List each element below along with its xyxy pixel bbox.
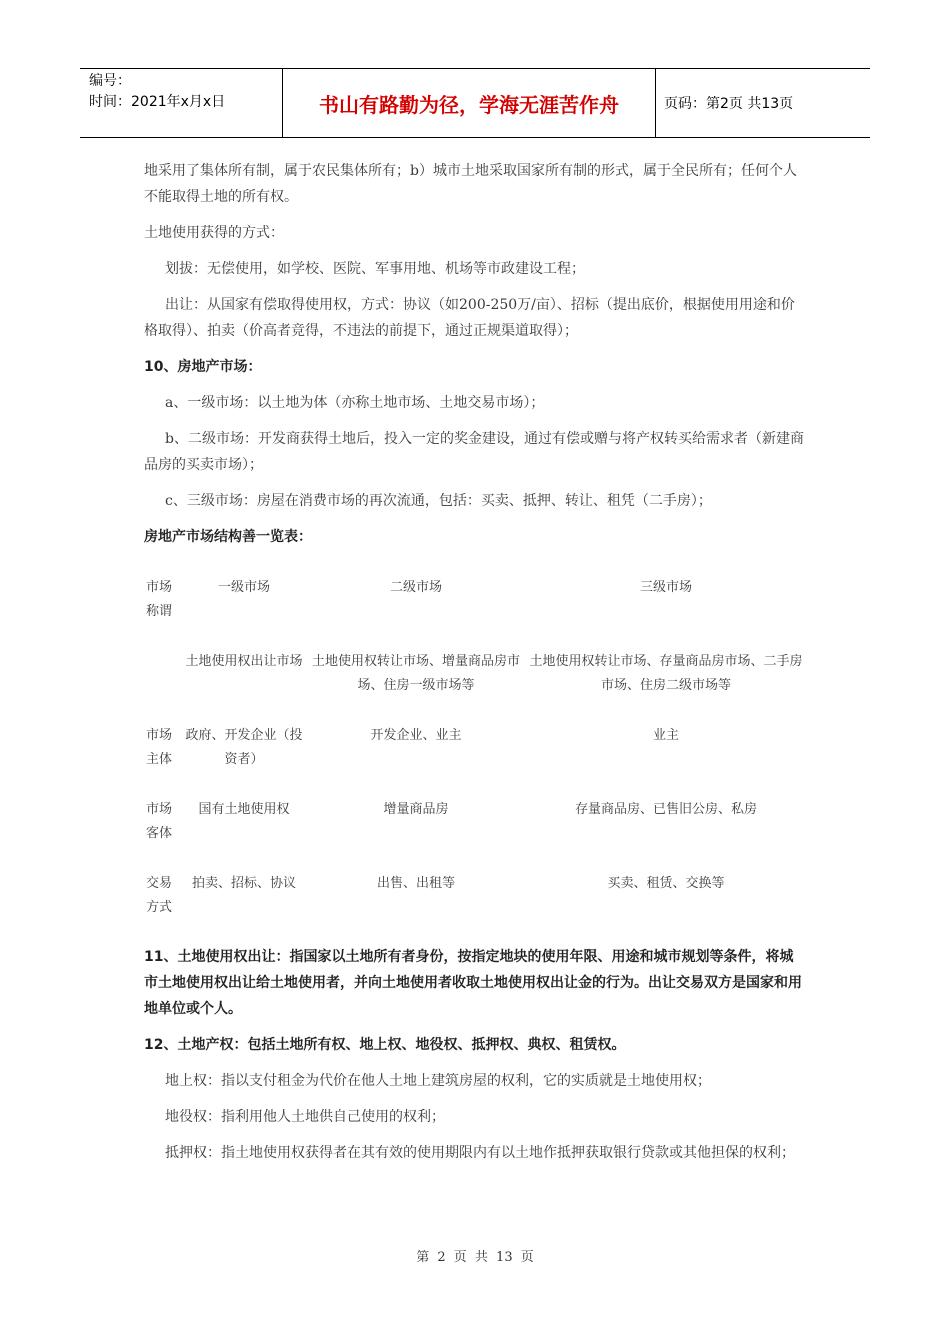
table-cell: 市场客体 [146, 802, 173, 841]
section-heading-12: 12、土地产权：包括土地所有权、地上权、地役权、抵押权、典权、租赁权。 [144, 1037, 626, 1053]
table-cell: 市场主体 [146, 728, 173, 767]
table-cell: 三级市场 [639, 580, 692, 595]
table-cell: 交易方式 [146, 876, 173, 915]
table-cell: 土地使用权转让市场、存量商品房市场、二手房市场、住房二级市场等 [529, 654, 803, 693]
table-cell: 拍卖、招标、协议 [191, 876, 296, 891]
table-cell: 土地使用权转让市场、增量商品房市场、住房一级市场等 [311, 654, 520, 693]
page-header [80, 68, 870, 138]
table-cell: 土地使用权出让市场 [185, 654, 303, 669]
header-motto: 书山有路勤为径，学海无涯苦作舟 [282, 69, 656, 137]
table-cell: 市场称谓 [146, 580, 173, 619]
paragraph: b、二级市场：开发商获得土地后，投入一定的奖金建设，通过有偿或赠与将产权转买给需求者（新建商品房的买卖市场）； [144, 431, 804, 473]
table-cell: 买卖、租赁、交换等 [607, 876, 725, 891]
header-meta [80, 69, 282, 137]
table-cell: 开发企业、业主 [370, 728, 462, 743]
paragraph: 土地使用获得的方式： [144, 225, 284, 241]
table-cell: 存量商品房、已售旧公房、私房 [574, 802, 757, 817]
paragraph: 地上权：指以支付租金为代价在他人土地上建筑房屋的权利，它的实质就是土地使用权； [165, 1073, 711, 1089]
paragraph: 划拔：无偿使用，如学校、医院、军事用地、机场等市政建设工程； [165, 261, 585, 277]
table-cell: 业主 [652, 728, 679, 743]
table-cell: 一级市场 [217, 580, 270, 595]
document-body [144, 158, 804, 560]
table-cell: 二级市场 [389, 580, 442, 595]
paragraph: 抵押权：指土地使用权获得者在其有效的使用期限内有以土地作抵押获取银行贷款或其他担保的权利； [165, 1145, 795, 1161]
paragraph: 地役权：指利用他人土地供自己使用的权利； [165, 1109, 445, 1125]
table-title: 房地产市场结构善一览表： [144, 529, 312, 545]
paragraph: c、三级市场：房屋在消费市场的再次流通，包括：买卖、抵押、转让、租凭（二手房）； [165, 493, 712, 509]
document-body-continued [144, 944, 804, 1176]
table-cell: 出售、出租等 [376, 876, 455, 891]
section-heading-10: 10、房地产市场： [144, 359, 262, 375]
paragraph: 地采用了集体所有制，属于农民集体所有；b）城市土地采取国家所有制的形式，属于全民所有；任何个人不能取得土地的所有权。 [144, 163, 797, 205]
paragraph: a、一级市场：以土地为体（亦称土地市场、土地交易市场）； [165, 395, 545, 411]
time-label: 时间：2021年x月x日 [89, 94, 226, 110]
page-footer: 第 2 页 共 13 页 [416, 1250, 534, 1265]
code-label: 编号： [89, 73, 131, 89]
table-cell: 增量商品房 [383, 802, 449, 817]
header-page-info: 页码：第2页 共13页 [664, 96, 794, 112]
paragraph: 出让：从国家有偿取得使用权，方式：协议（如200-250万/亩）、招标（提出底价，根据使用用途和价格取得）、拍卖（价高者竞得，不违法的前提下，通过正规渠道取得）； [144, 297, 795, 339]
section-heading-11: 11、土地使用权出让：指国家以土地所有者身份，按指定地块的使用年限、用途和城市规划等条件，将城市土地使用权出让给土地使用者，并向土地使用者收取土地使用权出让金的行为。出让交易双方是国家和用地单位或个人。 [144, 949, 802, 1017]
table-cell: 政府、开发企业（投资者） [185, 728, 303, 767]
table-cell: 国有土地使用权 [198, 802, 290, 817]
